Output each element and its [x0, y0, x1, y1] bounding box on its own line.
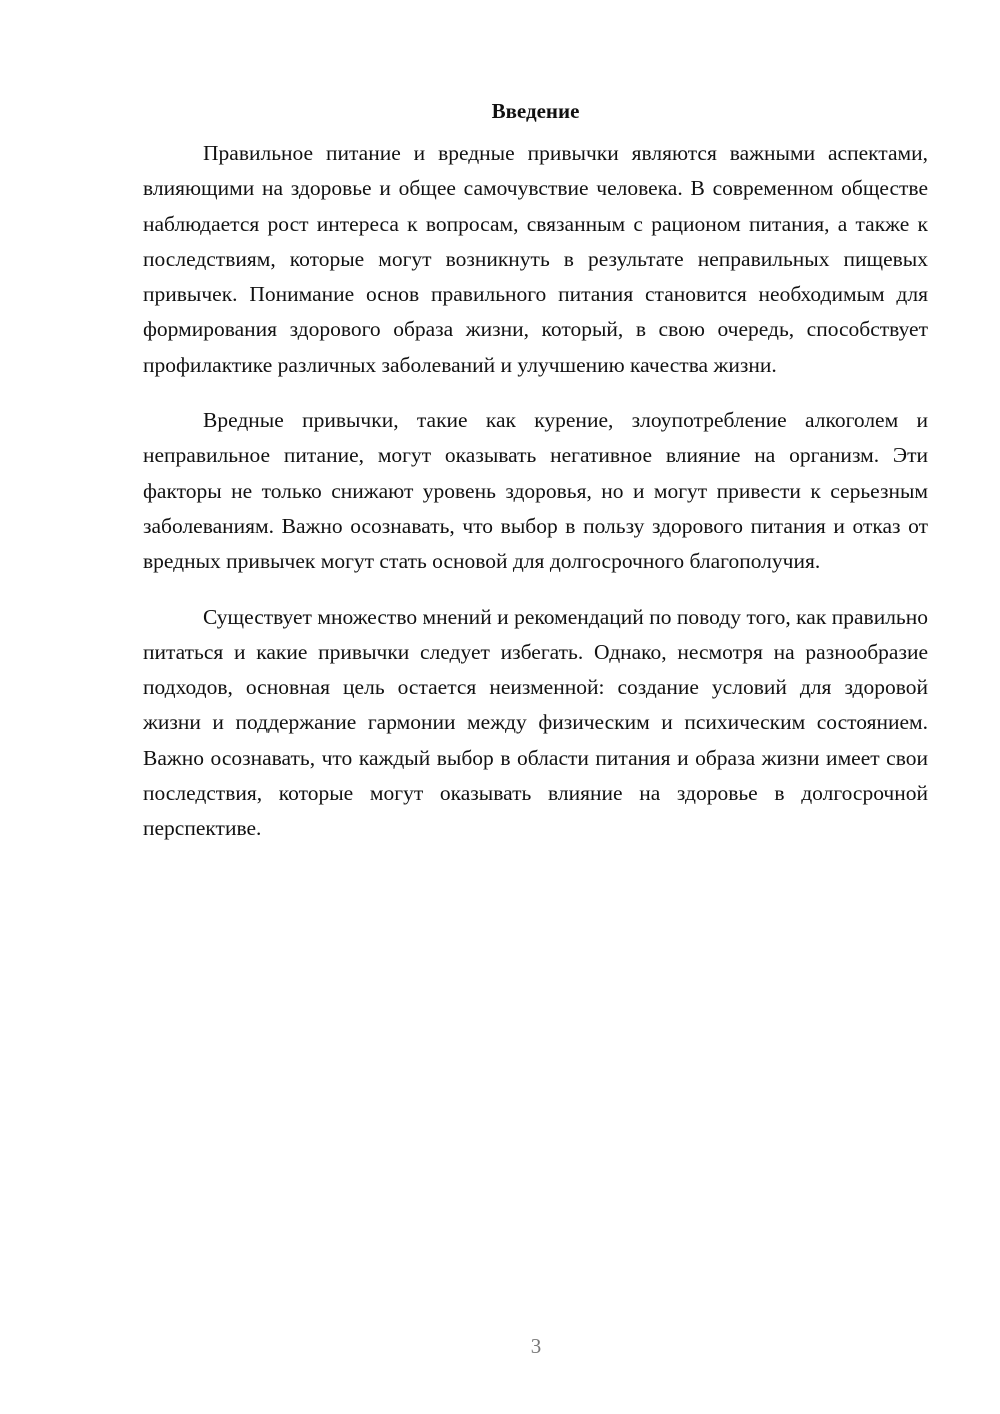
- page-content: [143, 96, 928, 847]
- paragraph-2: Вредные привычки, такие как курение, злоупотребление алкоголем и неправильное питание, могут оказывать негативное влияние на организм. Эти факторы не только снижают уровень здоровья, но и могут привести к серьезным заболеваниям. Важно осознавать, что выбор в пользу здорового питания и отказ от вредных привычек могут стать основой для долгосрочного благополучия.: [143, 408, 928, 574]
- section-heading: Введение: [491, 99, 580, 123]
- paragraph-3: Существует множество мнений и рекомендаций по поводу того, как правильно питаться и какие привычки следует избегать. Однако, несмотря на разнообразие подходов, основная цель остается неизменной: создание условий для здоровой жизни и поддержание гармонии между физическим и психическим состоянием. Важно осознавать, что каждый выбор в области питания и образа жизни имеет свои последствия, которые могут оказывать влияние на здоровье в долгосрочной перспективе.: [143, 604, 928, 841]
- paragraph-1: Правильное питание и вредные привычки являются важными аспектами, влияющими на здоровье и общее самочувствие человека. В современном обществе наблюдается рост интереса к вопросам, связанным с рационом питания, а также к последствиям, которые могут возникнуть в результате неправильных пищевых привычек. Понимание основ правильного питания становится необходимым для формирования здорового образа жизни, который, в свою очередь, способствует профилактике различных заболеваний и улучшению качества жизни.: [143, 141, 928, 377]
- page-number: 3: [530, 1334, 542, 1358]
